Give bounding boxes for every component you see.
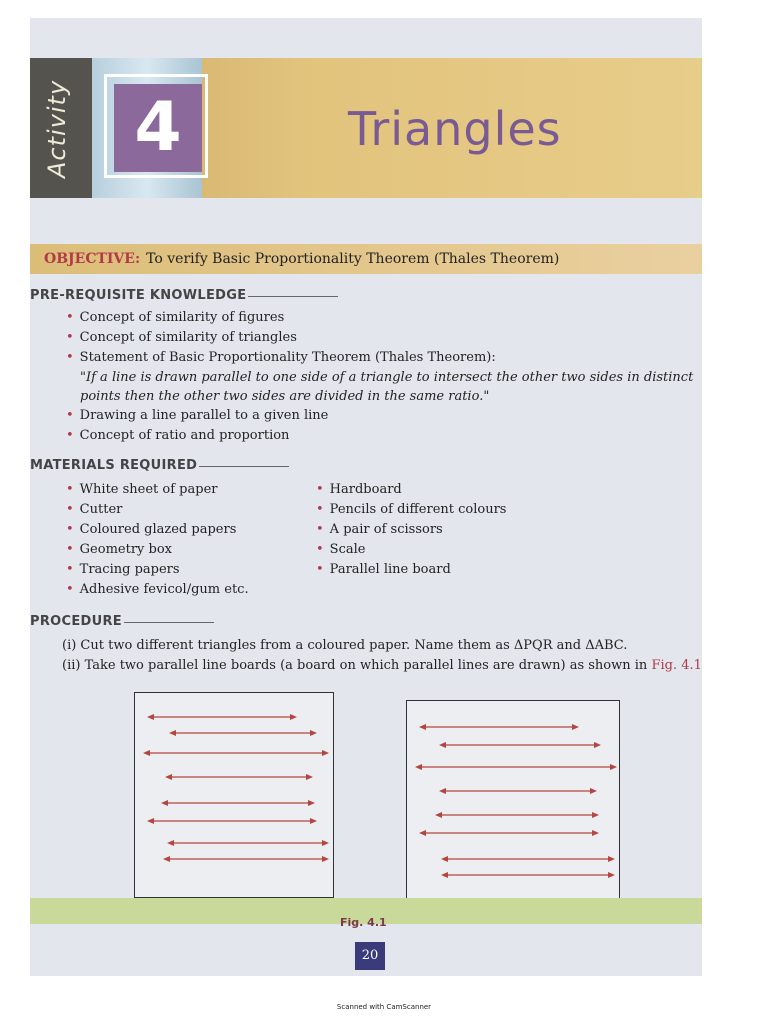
objective-bar: [30, 244, 702, 274]
list-item: • Pencils of different colours: [316, 502, 507, 517]
materials-right-list: [316, 480, 506, 580]
parallel-line: [441, 872, 615, 878]
objective-label: OBJECTIVE:: [44, 251, 141, 267]
parallel-line: [167, 840, 329, 846]
prerequisite-list: [66, 308, 696, 446]
parallel-line: [439, 788, 597, 794]
parallel-line: [147, 714, 297, 720]
list-item: • A pair of scissors: [316, 522, 443, 537]
procedure-step-1: (i) Cut two different triangles from a coloured paper. Name them as ΔPQR and ΔABC.: [62, 638, 628, 653]
theorem-quote: "If a line is drawn parallel to one side of a triangle to intersect the other two sides in distinct points then the other two sides are divided in the same ratio.": [80, 370, 694, 404]
list-item: • Concept of similarity of figures: [66, 310, 285, 325]
list-item: • Drawing a line parallel to a given line: [66, 408, 329, 423]
list-item: • Parallel line board: [316, 562, 451, 577]
parallel-line: [165, 774, 313, 780]
list-item: • White sheet of paper: [66, 482, 218, 497]
scanner-watermark: Scanned with CamScanner: [336, 1003, 432, 1011]
parallel-line: [161, 800, 315, 806]
list-item: • Cutter: [66, 502, 123, 517]
parallel-line: [419, 724, 579, 730]
chapter-banner: [30, 58, 702, 198]
materials-left-list: [66, 480, 249, 600]
activity-number: 4: [114, 84, 202, 172]
parallel-line: [169, 730, 317, 736]
list-item: • Adhesive fevicol/gum etc.: [66, 582, 249, 597]
parallel-line: [143, 750, 329, 756]
figure-caption: Fig. 4.1: [340, 916, 387, 929]
list-item: • Statement of Basic Proportionality Theorem (Thales Theorem):: [66, 350, 496, 365]
list-item: • Coloured glazed papers: [66, 522, 237, 537]
parallel-line-board-right: [406, 700, 620, 912]
activity-label: Activity: [43, 79, 71, 178]
parallel-line: [147, 818, 317, 824]
list-item: • Geometry box: [66, 542, 172, 557]
parallel-line: [415, 764, 617, 770]
procedure-step-2: (ii) Take two parallel line boards (a board on which parallel lines are drawn) as shown in Fig. 4.1: [62, 658, 702, 673]
textbook-page: [30, 18, 702, 976]
materials-heading: MATERIALS REQUIRED: [30, 458, 289, 473]
objective-text: To verify Basic Proportionality Theorem (Thales Theorem): [146, 251, 560, 267]
list-item: • Hardboard: [316, 482, 402, 497]
prerequisite-heading: PRE-REQUISITE KNOWLEDGE: [30, 288, 338, 303]
list-item: • Concept of similarity of triangles: [66, 330, 297, 345]
parallel-line: [419, 830, 599, 836]
parallel-line-board-left: [134, 692, 334, 898]
parallel-line: [163, 856, 329, 862]
parallel-line: [439, 742, 601, 748]
figure-reference: Fig. 4.1: [651, 658, 702, 673]
chapter-title: Triangles: [348, 102, 562, 156]
page-number: 20: [355, 942, 385, 970]
parallel-line: [435, 812, 599, 818]
board-left-lines: [135, 693, 335, 899]
list-item: • Tracing papers: [66, 562, 180, 577]
board-right-lines: [407, 701, 621, 913]
list-item: • Scale: [316, 542, 366, 557]
list-item: • Concept of ratio and proportion: [66, 428, 290, 443]
parallel-line: [441, 856, 615, 862]
procedure-heading: PROCEDURE: [30, 614, 214, 629]
